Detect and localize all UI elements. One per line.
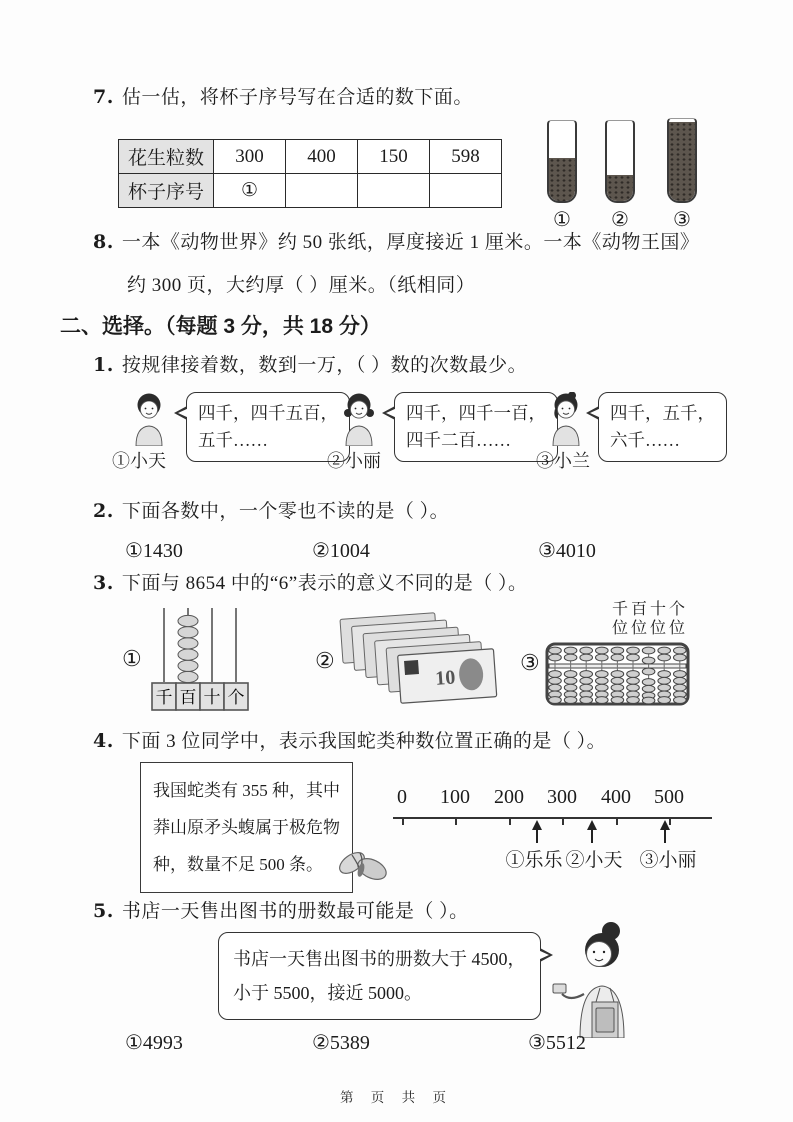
bookseller-avatar [552,920,647,1038]
row-header-peanut-count: 花生粒数 [119,140,214,174]
q3-item-2-label: ② [315,648,335,673]
banknote-seal [404,660,419,675]
student-3-label: ③小兰 [536,451,590,471]
s2-q5-number: 5. [93,900,114,922]
section-2-title: 二、选择。（每题 3 分，共 18 分） [60,315,381,338]
place-label-ones: 个 [227,688,245,707]
tick-mark [455,817,457,825]
tick-mark [616,817,618,825]
question-7-number: 7. [93,86,114,108]
peanut-count-cell: 150 [358,140,430,174]
question-7-title [93,82,473,109]
peanut-count-table [118,139,502,208]
arrow-name-3: ③小丽 [639,850,697,871]
info-line: 我国蛇类有 355 种，其中 [153,781,340,800]
page-footer: 第 页 共 页 [339,1090,454,1105]
tick-label-500: 500 [654,786,684,808]
s2-q2-option-2: ②1004 [312,540,370,562]
bubble-line: 小于 5500，接近 5000。 [233,983,422,1003]
place-value-frame [150,600,250,712]
position-arrow-xiaoli [659,820,671,843]
s2-q5-text: 书店一天售出图书的册数最可能是（ ）。 [121,901,469,922]
boy-avatar [128,392,170,446]
s2-q2-option-1: ①1430 [125,540,183,562]
tube-glass [547,120,577,203]
s2-question-1-title [93,350,527,377]
abacus-labels-line1: 千百十个 [612,601,689,618]
s2-q2-option-3: ③4010 [538,540,596,562]
cup-number-answer-blank[interactable] [286,174,358,208]
peanut-count-cell: 400 [286,140,358,174]
student-1-label: ①小天 [112,451,166,471]
tick-mark [509,817,511,825]
bubble-line: 六千…… [610,430,680,450]
position-arrow-xiaotian [586,820,598,843]
tube-2-label: ② [611,209,629,231]
s2-q1-text: 按规律接着数，数到一万，（ ）数的次数最少。 [121,355,528,376]
bubble-line: 四千，四千五百， [198,403,338,423]
peanut-tube-2 [598,120,642,232]
peanut-fill [669,122,695,201]
q3-item-1-label: ① [122,646,142,671]
bubble-line: 书店一天售出图书的册数大于 4500， [233,949,526,969]
question-8-text-line1: 一本《动物世界》约 50 张纸，厚度接近 1 厘米。一本《动物王国》 [121,232,700,253]
tick-label-0: 0 [397,786,407,808]
position-arrow-lele [531,820,543,843]
table-row [119,140,502,174]
tube-glass [605,120,635,203]
butterfly-decoration [330,843,396,889]
peanut-count-cell: 300 [214,140,286,174]
s2-q5-option-3: ③5512 [528,1032,586,1054]
cup-number-cell: ① [214,174,286,208]
ten-yuan-banknotes [338,610,498,712]
s2-q2-number: 2. [93,500,114,522]
student-2-speech-bubble [394,392,558,462]
tick-label-100: 100 [440,786,470,808]
bubble-line: 四千二百…… [406,430,511,450]
number-line-axis [393,817,712,819]
peanut-fill [549,158,575,201]
bookseller-speech-bubble [218,932,541,1020]
place-label-thousands: 千 [155,688,173,707]
girl-avatar [545,392,587,446]
s2-question-3-title [93,568,527,595]
place-label-hundreds: 百 [179,688,197,707]
tick-label-200: 200 [494,786,524,808]
s2-q4-number: 4. [93,730,114,752]
snake-info-box [140,762,353,893]
s2-q2-text: 下面各数中，一个零也不读的是（ ）。 [121,501,450,522]
s2-question-5-title [93,896,469,923]
q3-item-3-label: ③ [520,650,540,675]
s2-question-4-title [93,726,606,753]
abacus-column-labels [612,600,688,638]
bubble-line: 四千，四千一百， [406,403,546,423]
peanut-tube-3 [660,118,704,232]
student-3-speech-bubble [598,392,727,462]
info-line: 莽山原矛头蝮属于极危物 [153,818,340,837]
question-8-line2 [127,270,475,297]
info-line: 种，数量不足 500 条。 [153,855,323,874]
s2-question-2-title [93,496,449,523]
s2-q5-option-1: ①4993 [125,1032,183,1054]
place-label-tens: 十 [203,688,221,707]
tick-mark [562,817,564,825]
s2-q3-number: 3. [93,572,114,594]
tick-mark [402,817,404,825]
peanut-tube-1 [540,120,584,232]
tube-1-label: ① [553,209,571,231]
question-8-line1 [93,227,699,254]
s2-q5-option-2: ②5389 [312,1032,370,1054]
cup-number-answer-blank[interactable] [430,174,502,208]
cup-number-answer-blank[interactable] [358,174,430,208]
s2-q4-text: 下面 3 位同学中，表示我国蛇类种数位置正确的是（ ）。 [121,731,607,752]
question-8-text-line2: 约 300 页，大约厚（ ）厘米。（纸相同） [127,275,476,296]
arrow-name-2: ②小天 [565,850,623,871]
bubble-line: 五千…… [198,430,268,450]
s2-q1-number: 1. [93,354,114,376]
abacus-labels-line2: 位位位位 [612,620,689,637]
girl-avatar [338,392,380,446]
abacus [545,642,690,706]
arrow-name-1: ①乐乐 [505,850,563,871]
tick-label-400: 400 [601,786,631,808]
tube-glass [667,118,697,203]
table-row [119,174,502,208]
peanut-fill [607,175,633,201]
row-header-cup-number: 杯子序号 [119,174,214,208]
place-value-base [152,683,248,710]
banknote-value: 10 [434,666,457,690]
tube-3-label: ③ [673,209,691,231]
student-2-label: ②小丽 [327,451,381,471]
student-1-speech-bubble [186,392,350,462]
question-8-number: 8. [93,231,114,253]
peanut-count-cell: 598 [430,140,502,174]
s2-q3-text: 下面与 8654 中的“6”表示的意义不同的是（ ）。 [121,573,528,594]
question-7-text: 估一估，将杯子序号写在合适的数下面。 [121,87,473,108]
bubble-line: 四千，五千， [610,403,715,423]
tick-label-300: 300 [547,786,577,808]
